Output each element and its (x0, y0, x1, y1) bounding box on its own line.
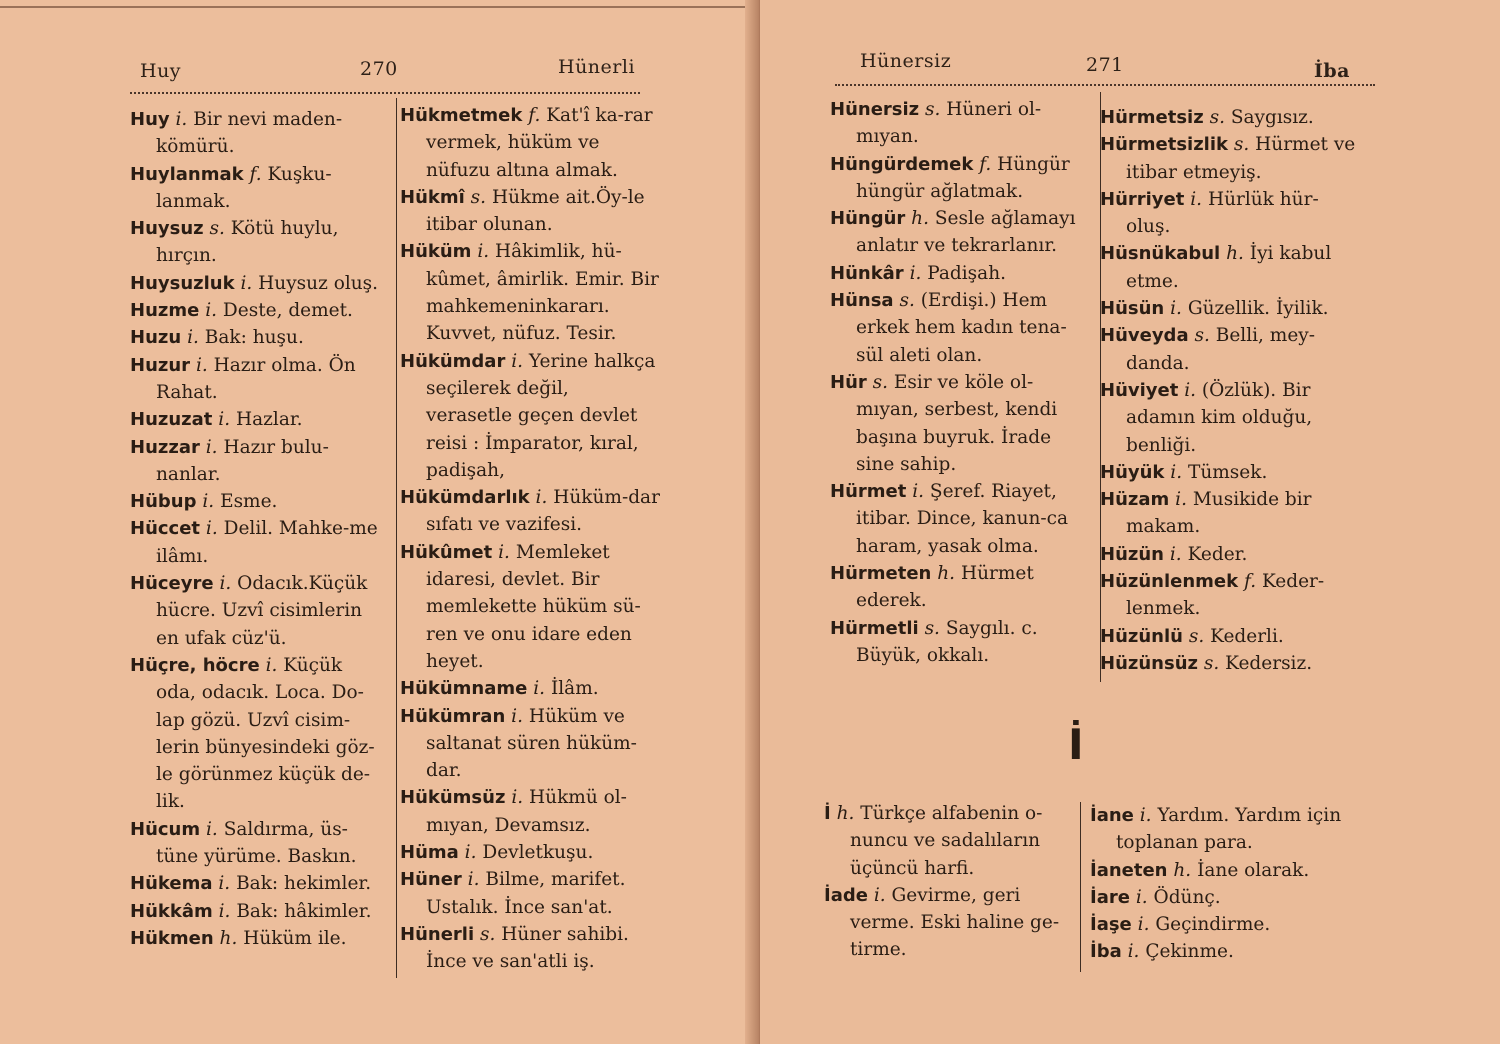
part-of-speech: i. (511, 705, 523, 727)
part-of-speech: i. (1135, 886, 1148, 908)
definition: Esir ve köle ol-mıyan, serbest, kendi başına buyruk. İrade sine sahip. (856, 371, 1058, 475)
headword: Hürmet (830, 481, 907, 503)
dictionary-entry (400, 184, 660, 239)
definition: Keder-lenmek. (1126, 571, 1325, 620)
part-of-speech: i. (873, 884, 886, 906)
part-of-speech: i. (205, 436, 218, 458)
definition: Bak: huşu. (204, 327, 304, 349)
dictionary-entry (130, 488, 380, 515)
part-of-speech: s. (1203, 652, 1220, 674)
definition: Hüner sahibi. İnce ve san'atli iş. (426, 923, 629, 973)
definition: Saldırma, üs-tüne yürüme. Baskın. (156, 818, 357, 868)
headword: Hükmetmek (400, 105, 523, 126)
dictionary-entry (830, 96, 1090, 151)
part-of-speech: s. (1194, 325, 1210, 347)
dictionary-entry (130, 161, 380, 216)
headword: İade (824, 884, 868, 906)
dictionary-entry (130, 898, 380, 925)
dictionary-entry (130, 816, 380, 871)
part-of-speech: f. (979, 153, 992, 175)
definition: İlâm. (550, 678, 599, 700)
dictionary-entry (830, 560, 1090, 615)
definition: Ödünç. (1153, 886, 1221, 908)
top-edge-rule (0, 6, 750, 8)
part-of-speech: s. (1188, 625, 1205, 647)
dictionary-entry (1090, 802, 1350, 857)
definition: Kedersiz. (1225, 652, 1313, 674)
part-of-speech: h. (1173, 859, 1192, 881)
definition: Hüküm-dar sıfatı ve vazifesi. (426, 487, 660, 536)
dictionary-entry (830, 287, 1090, 369)
definition: Keder. (1187, 543, 1248, 565)
part-of-speech: s. (480, 923, 496, 945)
part-of-speech: i. (1137, 914, 1150, 936)
part-of-speech: h. (1226, 243, 1244, 265)
definition: Hazır bulu-nanlar. (156, 436, 329, 485)
headword: Hükümsüz (400, 787, 506, 809)
header-rule (835, 84, 1375, 86)
headword: Huzur (130, 354, 191, 376)
dictionary-entry (400, 675, 660, 702)
left-page-column-1 (130, 106, 380, 952)
dictionary-entry (400, 484, 660, 539)
definition: Yardım. Yardım için toplanan para. (1116, 805, 1342, 854)
section-letter: İ (1068, 720, 1084, 769)
definition: Hürlük hür-oluş. (1126, 188, 1319, 238)
dictionary-entry (830, 151, 1090, 206)
dictionary-entry (1100, 541, 1360, 568)
definition: Tümsek. (1188, 461, 1268, 483)
headword: İba (1090, 941, 1122, 963)
headword: Hüner (400, 869, 462, 891)
headword: Huzuzat (130, 409, 213, 431)
dictionary-entry (1100, 623, 1360, 650)
headword: Huzzar (130, 436, 200, 458)
definition: Güzellik. İyilik. (1187, 298, 1329, 320)
running-head-left: Huy (140, 60, 182, 82)
dictionary-entry (1100, 459, 1360, 486)
headword: Hüsün (1100, 298, 1165, 320)
headword: Hüçre, höcre (130, 654, 260, 676)
dictionary-entry (1100, 568, 1360, 623)
definition: Hürmet ederek. (856, 563, 1034, 612)
headword: Hüzam (1100, 489, 1170, 511)
dictionary-entry (130, 870, 380, 897)
part-of-speech: i. (533, 678, 546, 700)
headword: İaneten (1090, 859, 1168, 881)
dictionary-entry (400, 703, 660, 785)
right-page-column-1 (830, 96, 1090, 669)
definition: Hüküm ile. (243, 927, 347, 949)
headword: Hüccet (130, 518, 201, 540)
part-of-speech: i. (187, 327, 199, 349)
left-page-column-2 (400, 102, 660, 976)
definition: Sesle ağlamayı anlatır ve tekrarlanır. (856, 208, 1076, 257)
part-of-speech: s. (1209, 107, 1225, 128)
definition: Huysuz oluş. (258, 272, 379, 294)
part-of-speech: s. (872, 371, 889, 393)
definition: Deste, demet. (222, 300, 353, 322)
dictionary-entry (1100, 486, 1360, 541)
part-of-speech: h. (937, 563, 956, 585)
definition: Gevirme, geri verme. Eski haline ge-tirme. (850, 884, 1060, 961)
part-of-speech: i. (477, 241, 490, 263)
headword: Huzme (130, 300, 200, 322)
definition: Musikide bir makam. (1126, 489, 1312, 538)
definition: Bak: hekimler. (236, 873, 372, 895)
part-of-speech: i. (511, 787, 524, 809)
definition: Hazır olma. Ön Rahat. (156, 354, 356, 403)
dictionary-entry (130, 215, 380, 270)
dictionary-entry (1100, 104, 1360, 131)
dictionary-entry (130, 270, 380, 297)
headword: Hükümdar (400, 350, 506, 372)
headword: Hükmî (400, 186, 465, 208)
dictionary-entry (130, 515, 380, 570)
part-of-speech: i. (912, 481, 925, 503)
part-of-speech: f. (1244, 571, 1257, 593)
headword: Hüzünsüz (1100, 652, 1198, 674)
definition: (Özlük). Bir adamın kim olduğu, benliği. (1126, 379, 1313, 456)
part-of-speech: i. (206, 818, 218, 840)
headword: Huysuzluk (130, 272, 235, 294)
dictionary-entry (130, 434, 380, 489)
part-of-speech: s. (925, 99, 941, 120)
definition: Hüküm ve saltanat süren hüküm-dar. (426, 705, 637, 782)
dictionary-entry (830, 369, 1090, 478)
definition: İyi kabul etme. (1126, 243, 1332, 292)
dictionary-entry (1090, 857, 1350, 884)
dictionary-entry (830, 478, 1090, 560)
definition: (Erdişi.) Hem erkek hem kadın tena-sül aleti olan. (856, 290, 1067, 366)
dictionary-entry (400, 784, 660, 839)
page-number: 271 (1086, 54, 1124, 76)
headword: Huysuz (130, 218, 204, 240)
definition: Hüneri ol-mıyan. (856, 99, 1042, 148)
dictionary-entry (400, 921, 660, 976)
headword: Hüviyet (1100, 379, 1179, 401)
part-of-speech: f. (528, 105, 541, 126)
definition: Bak: hâkimler. (236, 900, 372, 922)
part-of-speech: i. (265, 654, 278, 676)
right-page (760, 0, 1500, 1044)
part-of-speech: i. (1170, 298, 1182, 320)
dictionary-entry (830, 260, 1090, 287)
dictionary-entry (130, 925, 380, 952)
part-of-speech: i. (1127, 941, 1140, 963)
definition: Saygısız. (1230, 107, 1314, 128)
part-of-speech: i. (498, 541, 510, 563)
dictionary-entry (400, 238, 660, 347)
dictionary-entry (830, 205, 1090, 260)
part-of-speech: i. (175, 109, 188, 130)
definition: Devletkuşu. (482, 842, 594, 864)
definition: Saygılı. c. Büyük, okkalı. (856, 617, 1038, 666)
definition: İane olarak. (1197, 859, 1310, 881)
headword: Hükümname (400, 678, 528, 700)
dictionary-entry (1100, 131, 1360, 186)
headword: Hüveyda (1100, 325, 1189, 347)
definition: Memleket idaresi, devlet. Bir memlekette hüküm sü-ren ve onu idare eden heyet. (426, 541, 641, 672)
headword: İaşe (1090, 914, 1132, 936)
definition: Kuşku-lanmak. (156, 163, 332, 212)
definition: Hürmet ve itibar etmeyiş. (1126, 134, 1356, 183)
headword: Hüma (400, 842, 459, 864)
headword: Hüngürdemek (830, 153, 974, 175)
headword: Hükümran (400, 705, 506, 727)
definition: Geçindirme. (1155, 914, 1271, 936)
headword: Hükkâm (130, 900, 213, 922)
dictionary-entry (130, 106, 380, 161)
definition: Hükme ait.Öy-le itibar olunan. (426, 186, 645, 236)
dictionary-entry (1100, 322, 1360, 377)
running-head-right: Hünerli (558, 56, 636, 78)
headword: Hüzünlü (1100, 625, 1183, 647)
part-of-speech: f. (249, 163, 262, 185)
part-of-speech: i. (205, 300, 218, 322)
dictionary-entry (400, 866, 660, 921)
dictionary-entry (830, 615, 1090, 670)
part-of-speech: i. (467, 869, 480, 891)
dictionary-entry (1100, 186, 1360, 241)
headword: Hükümdarlık (400, 487, 530, 509)
part-of-speech: i. (511, 350, 524, 372)
part-of-speech: i. (1139, 805, 1152, 826)
headword: Hükmen (130, 927, 214, 949)
part-of-speech: h. (219, 927, 238, 949)
part-of-speech: i. (1170, 461, 1183, 483)
column-divider (396, 98, 397, 978)
headword: İ (824, 803, 831, 824)
part-of-speech: i. (1175, 489, 1187, 511)
headword: Huzu (130, 327, 182, 349)
definition: Hâkimlik, hü-kûmet, âmirlik. Emir. Bir mahkemeninkararı. Kuvvet, nüfuz. Tesir. (426, 241, 659, 345)
definition: Hükmü ol-mıyan, Devamsız. (426, 787, 627, 836)
part-of-speech: h. (836, 803, 855, 824)
headword: Huylanmak (130, 163, 244, 185)
header-rule (130, 92, 640, 94)
definition: Hazlar. (236, 409, 303, 431)
headword: İane (1090, 805, 1134, 826)
part-of-speech: i. (1190, 188, 1203, 210)
headword: İare (1090, 886, 1130, 908)
definition: Küçük oda, odacık. Loca. Do-lap gözü. Uzvî cisim-lerin bünyesindeki göz-le görünmez küçük de-lik. (156, 654, 375, 813)
definition: Kederli. (1210, 625, 1284, 647)
definition: Kat'î ka-rar vermek, hüküm ve nüfuzu altına almak. (426, 105, 653, 181)
part-of-speech: s. (209, 218, 225, 240)
part-of-speech: s. (1233, 134, 1250, 156)
dictionary-entry (1090, 884, 1350, 911)
part-of-speech: i. (219, 573, 232, 595)
headword: Hüzün (1100, 543, 1164, 565)
definition: Bilme, marifet. Ustalık. İnce san'at. (426, 869, 626, 918)
headword: Hürmetsizlik (1100, 134, 1228, 156)
headword: Hüyük (1100, 461, 1165, 483)
headword: Hüceyre (130, 573, 214, 595)
headword: Hür (830, 371, 867, 393)
dictionary-entry (400, 539, 660, 675)
definition: Padişah. (927, 262, 1007, 284)
right-page-column-2 (1100, 104, 1360, 677)
headword: Hüküm (400, 241, 472, 263)
dictionary-entry (1100, 377, 1360, 459)
headword: Hürriyet (1100, 188, 1185, 210)
dictionary-entry (1100, 295, 1360, 322)
definition: Belli, mey-danda. (1126, 325, 1315, 374)
running-head-left: Hünersiz (860, 50, 952, 72)
part-of-speech: s. (470, 186, 487, 208)
part-of-speech: s. (899, 290, 915, 312)
headword: Hünerli (400, 923, 475, 945)
part-of-speech: i. (909, 262, 922, 284)
part-of-speech: i. (218, 900, 231, 922)
part-of-speech: i. (535, 487, 548, 509)
headword: Hükema (130, 873, 213, 895)
definition: Hüngür hüngür ağlatmak. (856, 153, 1070, 202)
section-column-divider (1080, 802, 1081, 972)
part-of-speech: i. (1169, 543, 1182, 565)
section-column-2 (1090, 802, 1350, 966)
part-of-speech: i. (218, 409, 231, 431)
definition: Bir nevi maden-kömürü. (156, 109, 343, 158)
definition: Şeref. Riayet, itibar. Dince, kanun-ca haram, yasak olma. (856, 481, 1069, 557)
dictionary-entry (130, 652, 380, 816)
dictionary-entry (400, 839, 660, 866)
dictionary-entry (1100, 240, 1360, 295)
dictionary-entry (400, 102, 660, 184)
part-of-speech: i. (1184, 379, 1197, 401)
dictionary-entry (1100, 650, 1360, 677)
headword: Hürmetsiz (1100, 107, 1204, 128)
part-of-speech: i. (202, 491, 215, 513)
part-of-speech: i. (218, 873, 231, 895)
part-of-speech: i. (464, 842, 477, 864)
headword: Hüngür (830, 208, 906, 230)
headword: Hürmeten (830, 563, 932, 585)
headword: Huy (130, 109, 170, 130)
headword: Hübup (130, 491, 197, 513)
page-number: 270 (360, 58, 398, 80)
headword: Hüzünlenmek (1100, 571, 1239, 593)
definition: Çekinme. (1145, 941, 1234, 963)
dictionary-entry (130, 297, 380, 324)
part-of-speech: i. (205, 518, 218, 540)
dictionary-entry (400, 348, 660, 484)
dictionary-entry (130, 324, 380, 351)
dictionary-entry (130, 352, 380, 407)
dictionary-entry (130, 406, 380, 433)
definition: Esme. (220, 491, 278, 513)
definition: Kötü huylu, hırçın. (156, 218, 339, 267)
section-column-1 (824, 800, 1074, 964)
headword: Hünersiz (830, 99, 920, 120)
definition: Odacık.Küçük hücre. Uzvî cisimlerin en ufak cüz'ü. (156, 573, 368, 649)
dictionary-entry (1090, 938, 1350, 965)
definition: Türkçe alfabenin o-nuncu ve sadalıların üçüncü harfi. (850, 803, 1043, 879)
definition: Yerine halkça seçilerek değil, verasetle geçen devlet reisi : İmparator, kıral, padişah, (426, 350, 656, 481)
part-of-speech: i. (240, 272, 253, 294)
headword: Hünsa (830, 290, 894, 312)
headword: Hürmetli (830, 617, 919, 639)
running-head-right: İba (1314, 60, 1350, 82)
part-of-speech: h. (911, 208, 929, 230)
headword: Hükûmet (400, 541, 493, 563)
dictionary-entry (824, 800, 1074, 882)
headword: Hüsnükabul (1100, 243, 1221, 265)
headword: Hücum (130, 818, 201, 840)
headword: Hünkâr (830, 262, 904, 284)
part-of-speech: s. (924, 617, 940, 639)
dictionary-entry (824, 882, 1074, 964)
dictionary-entry (130, 570, 380, 652)
part-of-speech: i. (195, 354, 208, 376)
definition: Delil. Mahke-me ilâmı. (156, 518, 378, 567)
dictionary-entry (1090, 911, 1350, 938)
